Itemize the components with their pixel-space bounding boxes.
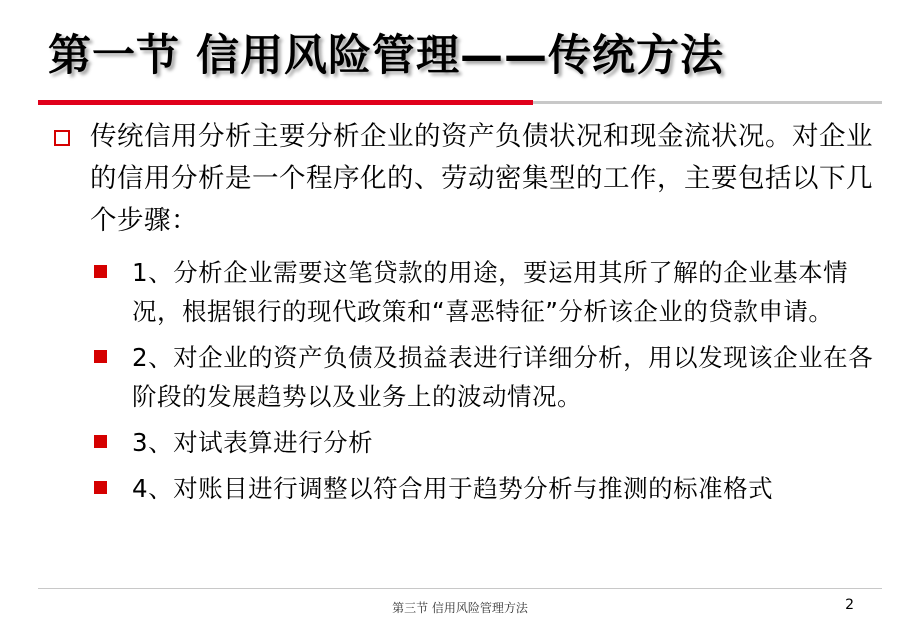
step-item — [94, 338, 884, 416]
step-item — [94, 253, 884, 331]
slide-title: 第一节 信用风险管理——传统方法 — [48, 31, 724, 81]
main-bullet-text: 传统信用分析主要分析企业的资产负债状况和现金流状况。对企业的信用分析是一个程序化的、劳动密集型的工作，主要包括以下几个步骤： — [90, 121, 873, 236]
step-item — [94, 423, 884, 462]
footer-divider — [38, 588, 882, 589]
title-underline-red — [38, 100, 533, 105]
filled-square-bullet-icon — [94, 350, 107, 363]
hollow-square-bullet-icon — [54, 130, 70, 146]
step-text: 3、对试表算进行分析 — [132, 428, 374, 457]
step-text: 1、分析企业需要这笔贷款的用途，要运用其所了解的企业基本情况，根据银行的现代政策和“喜恶特征”分析该企业的贷款申请。 — [132, 258, 849, 326]
step-text: 2、对企业的资产负债及损益表进行详细分析，用以发现该企业在各阶段的发展趋势以及业务上的波动情况。 — [132, 343, 874, 411]
steps-list — [94, 253, 884, 515]
footer-text: 第三节 信用风险管理方法 — [392, 601, 528, 615]
step-item — [94, 469, 884, 508]
main-bullet — [54, 116, 889, 242]
title-underline-gray — [533, 101, 882, 104]
filled-square-bullet-icon — [94, 435, 107, 448]
page-number: 2 — [845, 597, 854, 613]
filled-square-bullet-icon — [94, 481, 107, 494]
step-text: 4、对账目进行调整以符合用于趋势分析与推测的标准格式 — [132, 474, 774, 503]
filled-square-bullet-icon — [94, 265, 107, 278]
